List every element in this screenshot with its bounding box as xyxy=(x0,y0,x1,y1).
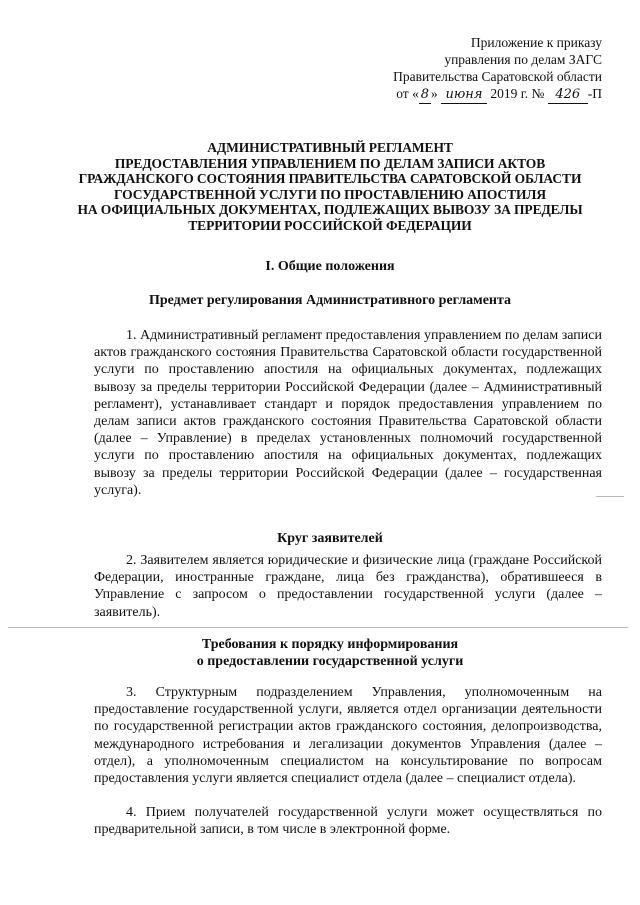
subsection-heading: Предмет регулирования Административного регламента xyxy=(148,293,512,308)
approval-line-2: управления по делам ЗАГС xyxy=(444,52,602,67)
paragraph-2: 2. Заявителем является юридические и физические лица (граждане Российской Федерации, иностранные граждане, лица без гражданства), обратившееся в Управление с запросом о предоставлении государственной услуги (далее – заявитель). xyxy=(94,553,602,620)
paragraph-3: 3. Структурным подразделением Управления, уполномоченным на предоставление государственной услуги, является отдел организации деятельности по государственной регистрации актов гражданского состояния, делопроизводства, международного истребования и легализации документов Управления (далее – отдел), а уполномоченным специалистом на консультирование по вопросам предоставления услуги является специалист отдела (далее – специалист отдела). xyxy=(94,685,602,787)
approval-line-1: Приложение к приказу xyxy=(470,35,602,50)
title-line: ТЕРРИТОРИИ РОССИЙСКОЙ ФЕДЕРАЦИИ xyxy=(188,217,472,233)
info-heading xyxy=(40,636,620,670)
info-heading-line-1: Требования к порядку информирования xyxy=(201,637,459,652)
document-title xyxy=(40,140,620,234)
scan-artifact xyxy=(8,627,628,628)
scan-artifact xyxy=(596,496,624,497)
approval-line-3: Правительства Саратовской области xyxy=(393,69,602,84)
title-line: НА ОФИЦИАЛЬНЫХ ДОКУМЕНТАХ, ПОДЛЕЖАЩИХ ВЫВОЗУ ЗА ПРЕДЕЛЫ xyxy=(77,202,583,218)
info-heading-line-2: о предоставлении государственной услуги xyxy=(196,654,464,669)
handwritten-day: 8 xyxy=(420,87,429,102)
paragraph-4: 4. Прием получателей государственной услуги может осуществляться по предварительной записи, в том числе в электронной форме. xyxy=(94,805,602,838)
approval-block xyxy=(393,34,602,104)
title-line: ПРЕДОСТАВЛЕНИЯ УПРАВЛЕНИЕМ ПО ДЕЛАМ ЗАПИСИ АКТОВ xyxy=(114,155,546,171)
title-line: ГРАЖДАНСКОГО СОСТОЯНИЯ ПРАВИТЕЛЬСТВА САРАТОВСКОЙ ОБЛАСТИ xyxy=(78,171,582,187)
approval-prefix: от « xyxy=(396,86,419,101)
handwritten-month: июня xyxy=(441,86,487,104)
handwritten-number: 426 xyxy=(548,86,588,104)
section-heading: I. Общие положения xyxy=(265,259,395,274)
approval-date-line xyxy=(393,85,602,104)
approval-year: 2019 г. № xyxy=(490,86,545,101)
title-line: ГОСУДАРСТВЕННОЙ УСЛУГИ ПО ПРОСТАВЛЕНИЮ АПОСТИЛЯ xyxy=(114,186,546,202)
approval-suffix: -П xyxy=(587,86,602,101)
approval-mid: » xyxy=(430,86,438,101)
applicants-heading: Круг заявителей xyxy=(277,531,383,546)
title-line: АДМИНИСТРАТИВНЫЙ РЕГЛАМЕНТ xyxy=(207,140,453,155)
paragraph-1: 1. Административный регламент предоставления управлением по делам записи актов гражданского состояния Правительства Саратовской области государственной услуги по проставлению апостиля на официальных документах, подлежащих вывозу за пределы территории Российской Федерации (далее – Административный регламент), устанавливает стандарт и порядок предоставления управлением по делам записи актов гражданского состояния Правительства Саратовской области (далее – Управление) в пределах установленных полномочий государственной услуги по проставлению апостиля на официальных документах, подлежащих вывозу за пределы территории Российской Федерации (далее – государственная услуга). xyxy=(94,328,602,498)
